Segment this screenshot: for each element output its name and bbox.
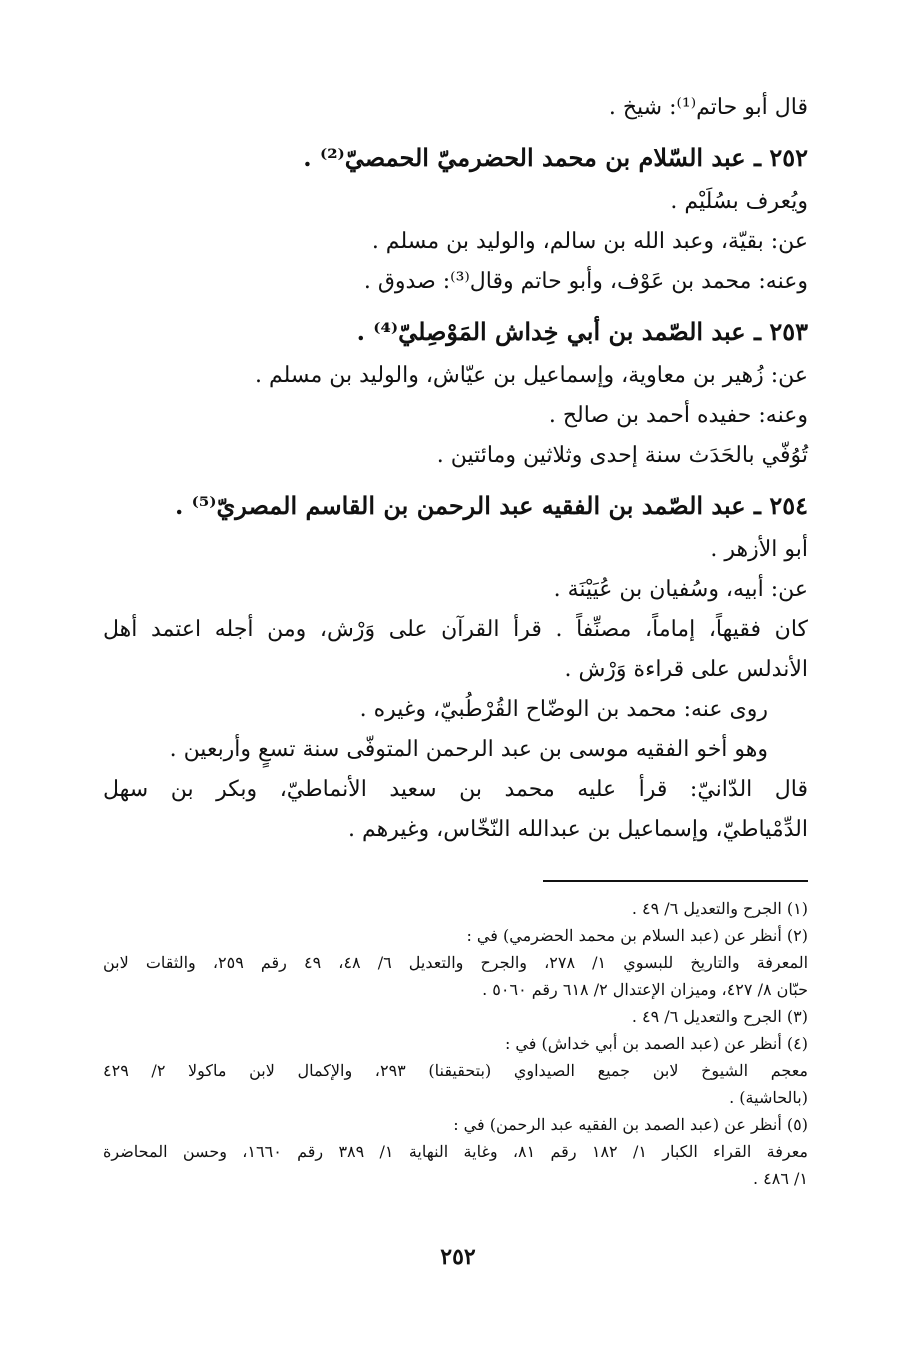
footnote-4: (٤) أنظر عن (عبد الصمد بن أبي خداش) في :	[504, 1034, 808, 1053]
entry-heading-254: ٢٥٤ ـ عبد الصّمد بن الفقيه عبد الرحمن بن القاسم المصريّ⁽⁵⁾ .	[174, 491, 808, 520]
text-line: ويُعرف بسُلَيْم .	[670, 189, 808, 214]
entry-heading-252: ٢٥٢ ـ عبد السّلام بن محمد الحضرميّ الحمصيّ⁽²⁾ .	[303, 143, 808, 172]
text-line: عن: أبيه، وسُفيان بن عُيَيْنَة .	[553, 577, 808, 602]
footnote-2-cont: المعرفة والتاريخ للبسوي ١/ ٢٧٨، والجرح والتعديل ٦/ ٤٨، ٤٩ رقم ٢٥٩، والثقات لابن	[103, 953, 809, 972]
footnote-1: (١) الجرح والتعديل ٦/ ٤٩ .	[631, 899, 808, 918]
text-line: عن: زُهير بن معاوية، وإسماعيل بن عيّاش، والوليد بن مسلم .	[254, 363, 808, 388]
entry-heading-253: ٢٥٣ ـ عبد الصّمد بن أبي خِداش المَوْصِليّ⁽⁴⁾ .	[356, 317, 808, 346]
footnote-3: (٣) الجرح والتعديل ٦/ ٤٩ .	[631, 1007, 808, 1026]
text-line: قال الدّانيّ: قرأ عليه محمد بن سعيد الأنماطيّ، وبكر بن سهل	[103, 777, 808, 802]
footnote-4-cont: (بالحاشية) .	[729, 1088, 808, 1107]
text-line: روى عنه: محمد بن الوضّاح القُرْطُبيّ، وغيره .	[359, 697, 768, 722]
footnote-2: (٢) أنظر عن (عبد السلام بن محمد الحضرمي) في :	[466, 926, 808, 945]
footnote-5-cont: معرفة القراء الكبار ١/ ١٨٢ رقم ٨١، وغاية النهاية ١/ ٣٨٩ رقم ١٦٦٠، وحسن المحاضرة	[103, 1142, 808, 1161]
text-line: وهو أخو الفقيه موسى بن عبد الرحمن المتوفّى سنة تسعٍ وأربعين .	[169, 737, 768, 762]
text-line: الدِّمْياطيّ، وإسماعيل بن عبدالله النّخّاس، وغيرهم .	[348, 817, 808, 842]
text-line: وعنه: حفيده أحمد بن صالح .	[548, 403, 808, 428]
text-line: عن: بقيّة، وعبد الله بن سالم، والوليد بن مسلم .	[371, 229, 808, 254]
text-line: أبو الأزهر .	[710, 537, 808, 562]
footnote-divider	[543, 880, 808, 882]
text-line: قال أبو حاتم⁽¹⁾: شيخ .	[608, 95, 808, 120]
footnote-4-cont: معجم الشيوخ لابن جميع الصيداوي (بتحقيقنا) ٢٩٣، والإكمال لابن ماكولا ٢/ ٤٢٩	[103, 1061, 809, 1080]
text-line: الأندلس على قراءة وَرْش .	[564, 657, 808, 682]
page-number: ٢٥٢	[440, 1244, 476, 1270]
text-line: وعنه: محمد بن عَوْف، وأبو حاتم وقال⁽³⁾: صدوق .	[363, 269, 808, 294]
text-line: كان فقيهاً، إماماً، مصنِّفاً . قرأ القرآن على وَرْش، ومن أجله اعتمد أهل	[103, 617, 808, 642]
main-text	[103, 88, 808, 850]
text-line: تُوُفّي بالحَدَث سنة إحدى وثلاثين ومائتين .	[436, 443, 808, 468]
footnote-5-cont: ١/ ٤٨٦ .	[752, 1169, 808, 1188]
footnote-5: (٥) أنظر عن (عبد الصمد بن الفقيه عبد الرحمن) في :	[453, 1115, 808, 1134]
footnote-2-cont: حبّان ٨/ ٤٢٧، وميزان الإعتدال ٢/ ٦١٨ رقم ٥٠٦٠ .	[482, 980, 808, 999]
footnotes	[103, 895, 808, 1192]
